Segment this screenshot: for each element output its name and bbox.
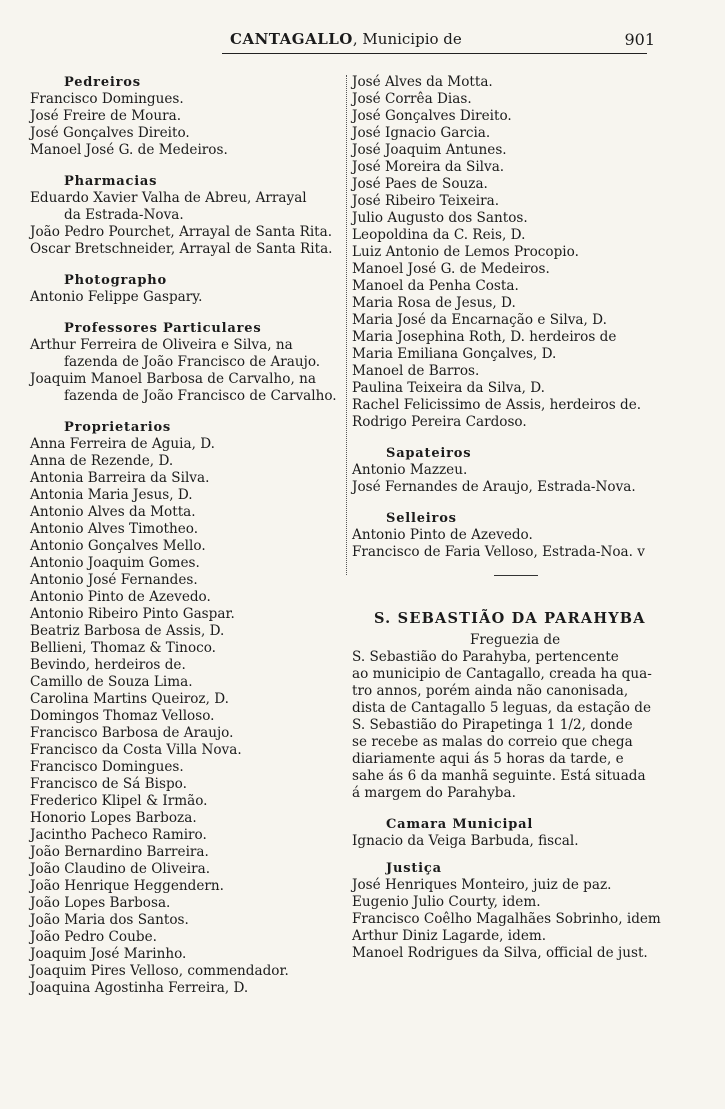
proprietarios-list — [30, 436, 348, 997]
list-item: Bevindo, herdeiros de. — [30, 657, 186, 673]
list-item: Carolina Martins Queiroz, D. — [30, 691, 229, 707]
list-item: Antonio Alves Timotheo. — [30, 521, 199, 537]
list-item: Beatriz Barbosa de Assis, D. — [30, 623, 225, 639]
list-item: Antonio Gonçalves Mello. — [30, 538, 206, 554]
list-item: Manoel José G. de Medeiros. — [30, 142, 228, 158]
list-item-continuation: da Estrada-Nova. — [64, 207, 184, 223]
list-item: José Joaquim Antunes. — [352, 142, 507, 158]
list-item: Francisco Domingues. — [30, 91, 184, 107]
list-item: Francisco de Sá Bispo. — [30, 776, 187, 792]
list-item: Oscar Bretschneider, Arrayal de Santa Rita. — [30, 241, 333, 257]
section-heading-selleiros: Selleiros — [386, 511, 457, 526]
section-title: S. SEBASTIÃO DA PARAHYBA — [374, 610, 646, 627]
paragraph-line: S. Sebastião do Pirapetinga 1 1/2, donde — [352, 717, 633, 733]
header-rule — [222, 53, 647, 54]
list-item: Antonio José Fernandes. — [30, 572, 198, 588]
list-item: Maria José da Encarnação e Silva, D. — [352, 312, 607, 328]
section-heading-photographo: Photographo — [64, 273, 167, 288]
list-item-continuation: fazenda de João Francisco de Araujo. — [64, 354, 321, 370]
page-number: 901 — [624, 30, 655, 49]
list-item: Francisco de Faria Velloso, Estrada-Noa. v — [352, 544, 645, 560]
list-item: João Maria dos Santos. — [30, 912, 189, 928]
list-item: Maria Emiliana Gonçalves, D. — [352, 346, 557, 362]
list-item: Maria Josephina Roth, D. herdeiros de — [352, 329, 617, 345]
left-column — [30, 74, 348, 997]
list-item: João Claudino de Oliveira. — [30, 861, 211, 877]
list-item: João Pedro Coube. — [30, 929, 157, 945]
list-item: Rachel Felicissimo de Assis, herdeiros de. — [352, 397, 642, 413]
list-item: Antonio Pinto de Azevedo. — [352, 527, 533, 543]
list-item: Manoel José G. de Medeiros. — [352, 261, 550, 277]
list-item: Bellieni, Thomaz & Tinoco. — [30, 640, 217, 656]
list-item: José Ignacio Garcia. — [352, 125, 491, 141]
paragraph-line: dista de Cantagallo 5 leguas, da estação de — [352, 700, 652, 716]
section-heading-sapateiros: Sapateiros — [386, 446, 472, 461]
section-heading-proprietarios: Proprietarios — [64, 420, 172, 435]
paragraph-line: sahe ás 6 da manhã seguinte. Está situada — [352, 768, 646, 784]
list-item: José Paes de Souza. — [352, 176, 488, 192]
list-item: Antonia Maria Jesus, D. — [30, 487, 193, 503]
list-item: José Gonçalves Direito. — [30, 125, 190, 141]
list-item: Jacintho Pacheco Ramiro. — [30, 827, 207, 843]
list-item: José Henriques Monteiro, juiz de paz. — [352, 877, 612, 893]
paragraph-line: diariamente aqui ás 5 horas da tarde, e — [352, 751, 624, 767]
list-item: Maria Rosa de Jesus, D. — [352, 295, 516, 311]
section-heading-pharmacias: Pharmacias — [64, 174, 158, 189]
list-item: Francisco Barbosa de Araujo. — [30, 725, 234, 741]
list-item: José Alves da Motta. — [352, 74, 493, 90]
running-title-rest: , Municipio de — [352, 30, 462, 48]
list-item: Manoel Rodrigues da Silva, official de just. — [352, 945, 648, 961]
paragraph-line: tro annos, porém ainda não canonisada, — [352, 683, 629, 699]
right-column — [352, 74, 682, 962]
section-subtitle: Freguezia de — [470, 632, 561, 648]
list-item: José Corrêa Dias. — [352, 91, 472, 107]
list-item: Manoel de Barros. — [352, 363, 480, 379]
list-item: José Fernandes de Araujo, Estrada-Nova. — [352, 479, 636, 495]
list-item: Arthur Ferreira de Oliveira e Silva, na — [30, 337, 293, 353]
list-item: Honorio Lopes Barboza. — [30, 810, 197, 826]
list-item: Francisco Coêlho Magalhães Sobrinho, idem — [352, 911, 661, 927]
list-item: Francisco da Costa Villa Nova. — [30, 742, 242, 758]
section-heading-professores: Professores Particulares — [64, 321, 262, 336]
section-heading-pedreiros: Pedreiros — [64, 75, 141, 90]
running-title-bold: CANTAGALLO — [230, 30, 353, 48]
section-rule — [494, 575, 538, 576]
list-item: João Henrique Heggendern. — [30, 878, 224, 894]
list-item: Antonia Barreira da Silva. — [30, 470, 210, 486]
paragraph-line: se recebe as malas do correio que chega — [352, 734, 633, 750]
list-item: José Freire de Moura. — [30, 108, 182, 124]
list-item: Joaquim José Marinho. — [30, 946, 187, 962]
list-item: Rodrigo Pereira Cardoso. — [352, 414, 527, 430]
section-heading-camara: Camara Municipal — [386, 817, 534, 832]
list-item: José Gonçalves Direito. — [352, 108, 512, 124]
list-item: Arthur Diniz Lagarde, idem. — [352, 928, 547, 944]
justica-list — [352, 877, 682, 962]
list-item: Antonio Alves da Motta. — [30, 504, 196, 520]
list-item: José Moreira da Silva. — [352, 159, 505, 175]
list-item: Camillo de Souza Lima. — [30, 674, 193, 690]
running-title — [230, 30, 462, 48]
section-heading-justica: Justiça — [386, 861, 442, 876]
list-item: Domingos Thomaz Velloso. — [30, 708, 215, 724]
list-item: Antonio Joaquim Gomes. — [30, 555, 200, 571]
list-item: Antonio Felippe Gaspary. — [30, 289, 203, 305]
paragraph-line: á margem do Parahyba. — [352, 785, 516, 801]
list-item: Anna Ferreira de Aguia, D. — [30, 436, 215, 452]
list-item: Antonio Pinto de Azevedo. — [30, 589, 211, 605]
paragraph-line: ao municipio de Cantagallo, creada ha qua- — [352, 666, 652, 682]
list-item: Luiz Antonio de Lemos Procopio. — [352, 244, 579, 260]
list-item: Anna de Rezende, D. — [30, 453, 174, 469]
list-item: Eugenio Julio Courty, idem. — [352, 894, 541, 910]
paragraph-line: S. Sebastião do Parahyba, pertencente — [352, 649, 619, 665]
list-item: Eduardo Xavier Valha de Abreu, Arrayal — [30, 190, 307, 206]
list-item: João Bernardino Barreira. — [30, 844, 209, 860]
list-item: Francisco Domingues. — [30, 759, 184, 775]
list-item: Paulina Teixeira da Silva, D. — [352, 380, 545, 396]
list-item: Joaquim Pires Velloso, commendador. — [30, 963, 289, 979]
list-item: João Pedro Pourchet, Arrayal de Santa Rita. — [30, 224, 333, 240]
list-item: Frederico Klipel & Irmão. — [30, 793, 208, 809]
list-item: José Ribeiro Teixeira. — [352, 193, 500, 209]
list-item: Manoel da Penha Costa. — [352, 278, 519, 294]
proprietarios-list-continued — [352, 74, 682, 431]
list-item: Joaquim Manoel Barbosa de Carvalho, na — [30, 371, 316, 387]
list-item-continuation: fazenda de João Francisco de Carvalho. — [64, 388, 337, 404]
list-item: Ignacio da Veiga Barbuda, fiscal. — [352, 833, 579, 849]
list-item: Julio Augusto dos Santos. — [352, 210, 528, 226]
list-item: Antonio Ribeiro Pinto Gaspar. — [30, 606, 235, 622]
list-item: Joaquina Agostinha Ferreira, D. — [30, 980, 249, 996]
list-item: Leopoldina da C. Reis, D. — [352, 227, 526, 243]
section-paragraph — [352, 649, 677, 802]
list-item: João Lopes Barbosa. — [30, 895, 171, 911]
list-item: Antonio Mazzeu. — [352, 462, 468, 478]
